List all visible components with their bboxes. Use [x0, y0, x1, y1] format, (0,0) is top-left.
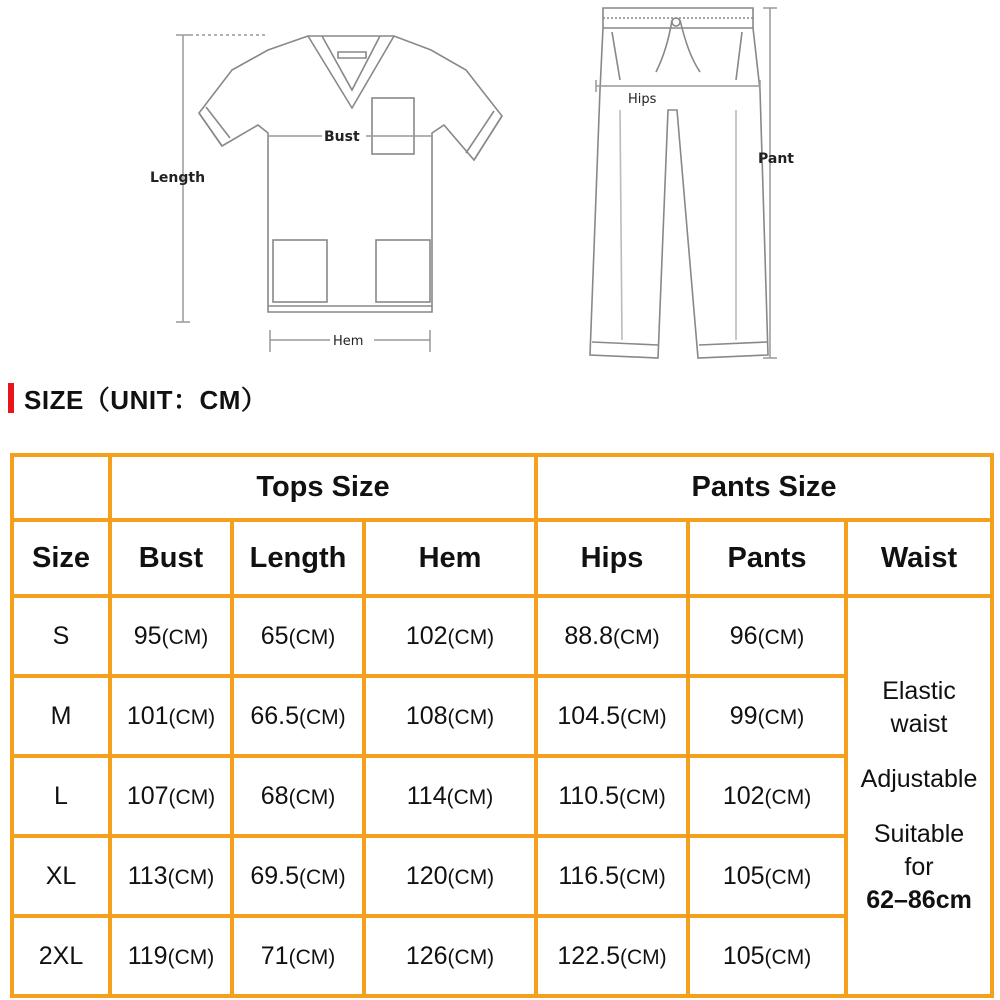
- pants-cell: 102(CM): [688, 756, 846, 836]
- hips-cell: 116.5(CM): [536, 836, 688, 916]
- col-header-bust: Bust: [110, 520, 232, 596]
- tops-size-header: Tops Size: [110, 455, 536, 520]
- pants-cell: 99(CM): [688, 676, 846, 756]
- hem-cell: 126(CM): [364, 916, 536, 996]
- length-cell: 68(CM): [232, 756, 364, 836]
- waist-note-line: Elastic: [882, 677, 956, 705]
- pants-cell: 105(CM): [688, 916, 846, 996]
- scrub-pants-illustration: [590, 8, 768, 358]
- length-label: Length: [150, 170, 206, 186]
- table-row-s: [12, 596, 992, 676]
- hem-cell: 102(CM): [364, 596, 536, 676]
- length-cell: 71(CM): [232, 916, 364, 996]
- waist-note-line: Suitable: [873, 820, 965, 848]
- hem-label: Hem: [333, 334, 364, 349]
- pants-size-header: Pants Size: [536, 455, 992, 520]
- bust-cell: 113(CM): [110, 836, 232, 916]
- col-header-hem: Hem: [364, 520, 536, 596]
- pant-label: Pant: [758, 151, 794, 167]
- col-header-hips: Hips: [536, 520, 688, 596]
- empty-corner-cell: [12, 455, 110, 520]
- hem-cell: 120(CM): [364, 836, 536, 916]
- size-cell: 2XL: [12, 916, 110, 996]
- bust-cell: 107(CM): [110, 756, 232, 836]
- length-cell: 65(CM): [232, 596, 364, 676]
- waist-note-line: for: [904, 853, 934, 881]
- size-cell: S: [12, 596, 110, 676]
- table-group-header-row: [12, 455, 992, 520]
- waist-note-line: Adjustable: [860, 765, 978, 793]
- bust-cell: 95(CM): [110, 596, 232, 676]
- hips-cell: 122.5(CM): [536, 916, 688, 996]
- col-header-size: Size: [12, 520, 110, 596]
- hips-label: Hips: [628, 92, 657, 107]
- size-chart-table: [10, 453, 994, 998]
- hips-cell: 110.5(CM): [536, 756, 688, 836]
- hem-cell: 108(CM): [364, 676, 536, 756]
- col-header-pants: Pants: [688, 520, 846, 596]
- table-row-xl: [12, 836, 992, 916]
- bust-label: Bust: [324, 129, 360, 145]
- heading-text: SIZE（UNIT：CM）: [24, 384, 268, 415]
- size-cell: L: [12, 756, 110, 836]
- scrub-top-illustration: [199, 36, 502, 312]
- heading-marker: [8, 383, 14, 413]
- waist-range: 62–86cm: [866, 886, 972, 914]
- bust-cell: 119(CM): [110, 916, 232, 996]
- hips-cell: 88.8(CM): [536, 596, 688, 676]
- table-row-m: [12, 676, 992, 756]
- waist-note-line: waist: [890, 710, 948, 738]
- pants-cell: 105(CM): [688, 836, 846, 916]
- length-cell: 69.5(CM): [232, 836, 364, 916]
- size-section-heading: [8, 382, 267, 414]
- table-column-header-row: [12, 520, 992, 596]
- col-header-length: Length: [232, 520, 364, 596]
- hips-cell: 104.5(CM): [536, 676, 688, 756]
- table-row-2xl: [12, 916, 992, 996]
- garment-diagrams: [0, 0, 1000, 372]
- size-cell: XL: [12, 836, 110, 916]
- col-header-waist: Waist: [846, 520, 992, 596]
- bust-cell: 101(CM): [110, 676, 232, 756]
- waist-note-cell: [846, 596, 992, 996]
- table-row-l: [12, 756, 992, 836]
- pants-cell: 96(CM): [688, 596, 846, 676]
- length-cell: 66.5(CM): [232, 676, 364, 756]
- hem-cell: 114(CM): [364, 756, 536, 836]
- size-cell: M: [12, 676, 110, 756]
